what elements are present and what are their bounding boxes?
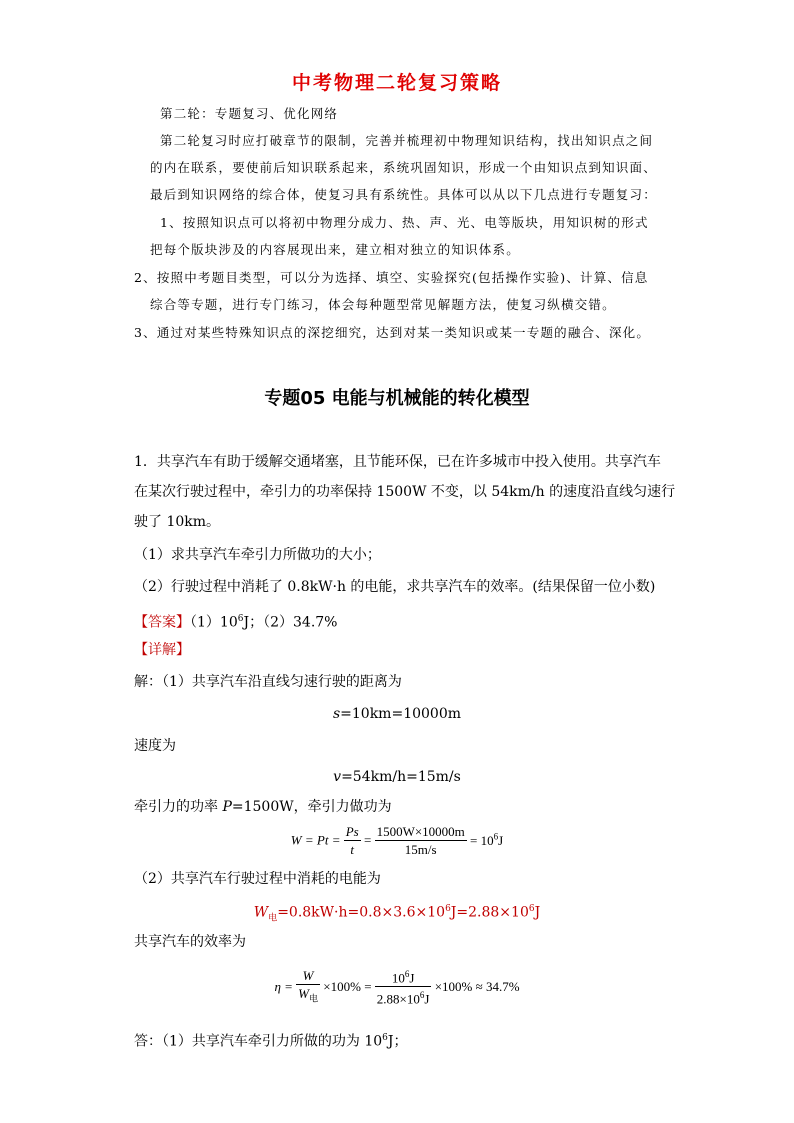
intro-paragraph-line-3: 最后到知识网络的综合体，使复习具有系统性。具体可以从以下几点进行专题复习： [150, 187, 657, 202]
efficiency-denominator-exponent: 6 [419, 990, 425, 1001]
efficiency-result: ×100% ≈ 34.7% [434, 978, 520, 994]
efficiency-numerator-unit: J [409, 970, 415, 986]
work-result-base: = 10 [470, 833, 494, 849]
power-suffix: =1500W，牵引力做功为 [231, 799, 392, 815]
power-prefix: 牵引力的功率 [134, 799, 223, 815]
work-result [470, 833, 503, 848]
answer-label: 【答案】 [134, 614, 190, 631]
efficiency-fraction-symbolic-denominator [296, 985, 320, 1008]
work-fraction-numeric [375, 823, 467, 858]
question-line-1: 1．共享汽车有助于缓解交通堵塞，且节能环保，已在许多城市中投入使用。共享汽车 [134, 454, 661, 470]
work-formula [0, 823, 794, 858]
speed-value: =54km/h=15m/s [341, 769, 461, 785]
energy-exponent-2: 6 [528, 904, 535, 914]
efficiency-fraction-numeric [375, 966, 432, 1008]
efficiency-denominator-base: 2.88×10 [376, 991, 420, 1007]
question-line-2: 在某次行驶过程中，牵引力的功率保持 1500W 不变，以 54km/h 的速度沿直线匀速行 [134, 484, 676, 500]
question-part-1: （1）求共享汽车牵引力所做功的大小； [134, 547, 381, 563]
work-result-exponent: 6 [493, 831, 499, 842]
work-equals: = [363, 832, 372, 848]
work-fraction-symbolic [344, 823, 361, 858]
final-answer-text: 答：（1）共享汽车牵引力所做的功为 10 [134, 1033, 383, 1050]
work-fraction-numeric-numerator: 1500W×10000m [376, 824, 465, 839]
question-part-2: （2）行驶过程中消耗了 0.8kW·h 的电能，求共享汽车的效率。(结果保留一位小数) [134, 579, 656, 595]
page-title: 中考物理二轮复习策略 [291, 72, 502, 94]
question-line-3: 驶了 10km。 [134, 514, 221, 530]
equation-speed [0, 767, 794, 787]
efficiency-lhs: η = [274, 978, 293, 994]
efficiency-fraction-symbolic-numerator: W [296, 967, 320, 985]
answer-part-1-exponent: 6 [237, 614, 244, 624]
work-lhs: W = Pt = [290, 832, 341, 848]
intro-paragraph-line-1: 第二轮复习时应打破章节的限制，完善并梳理初中物理知识结构，找出知识点之间 [160, 133, 654, 148]
equation-distance [0, 704, 794, 724]
efficiency-denominator-subscript: 电 [309, 993, 319, 1004]
strategy-item-2-line-2: 综合等专题，进行专门练习，体会每种题型常见解题方法，使复习纵横交错。 [150, 297, 616, 312]
answer-part-2: （2）34.7% [263, 614, 338, 631]
solution-step-1: 解：（1）共享汽车沿直线匀速行驶的距离为 [134, 674, 402, 690]
intro-paragraph-line-2: 的内在联系，要使前后知识联系起来，系统巩固知识，形成一个由知识点到知识面、 [150, 160, 657, 175]
distance-value: =10km=10000m [340, 706, 462, 722]
speed-variable: v [333, 769, 342, 785]
energy-subscript: 电 [268, 913, 278, 924]
answer-part-1-unit: J； [243, 614, 264, 631]
power-variable: P [222, 799, 232, 815]
energy-unit: J [534, 904, 541, 921]
strategy-item-2-line-1: 2、按照中考题目类型，可以分为选择、填空、实验探究(包括操作实验)、计算、信息 [134, 270, 649, 285]
final-answer-exponent: 6 [382, 1033, 388, 1043]
energy-variable: W [253, 904, 269, 921]
efficiency-fraction-symbolic [296, 967, 320, 1008]
answer-line [134, 609, 337, 633]
topic-title: 专题05 电能与机械能的转化模型 [264, 388, 530, 409]
explanation-label: 【详解】 [134, 642, 190, 658]
work-fraction-symbolic-numerator: Ps [345, 824, 359, 839]
subtitle: 第二轮：专题复习、优化网络 [160, 106, 339, 121]
efficiency-numerator-exponent: 6 [404, 969, 410, 979]
efficiency-numerator-base: 10 [391, 970, 405, 986]
strategy-item-1-line-2: 把每个版块涉及的内容展现出来，建立相对独立的知识体系。 [150, 242, 520, 257]
equation-energy [0, 899, 794, 928]
work-fraction-symbolic-denominator: t [350, 842, 355, 857]
energy-expression: =0.8kW·h=0.8×3.6×10 [277, 904, 446, 921]
energy-exponent-1: 6 [445, 904, 451, 914]
answer-part-1: （1）10 [190, 614, 238, 631]
distance-variable: s [332, 706, 341, 722]
work-fraction-numeric-denominator: 15m/s [404, 842, 437, 857]
work-result-unit: J [498, 833, 504, 849]
efficiency-mid: ×100% = [323, 978, 372, 994]
speed-label: 速度为 [134, 738, 176, 754]
final-answer [134, 1028, 408, 1052]
energy-expression-2: J=2.88×10 [450, 904, 529, 921]
strategy-item-1-line-1: 1、按照知识点可以将初中物理分成力、热、声、光、电等版块，用知识树的形式 [160, 215, 649, 230]
efficiency-denominator-variable: W [298, 985, 310, 1001]
efficiency-fraction-numeric-numerator [375, 966, 432, 987]
power-statement [134, 797, 392, 817]
efficiency-formula [0, 966, 794, 1008]
strategy-item-3: 3、通过对某些特殊知识点的深挖细究，达到对某一类知识或某一专题的融合、深化。 [134, 325, 651, 340]
final-answer-unit: J； [387, 1033, 408, 1050]
efficiency-fraction-numeric-denominator [375, 987, 432, 1007]
efficiency-denominator-unit: J [424, 991, 430, 1007]
efficiency-label: 共享汽车的效率为 [134, 934, 246, 950]
solution-step-2: （2）共享汽车行驶过程中消耗的电能为 [134, 871, 381, 887]
